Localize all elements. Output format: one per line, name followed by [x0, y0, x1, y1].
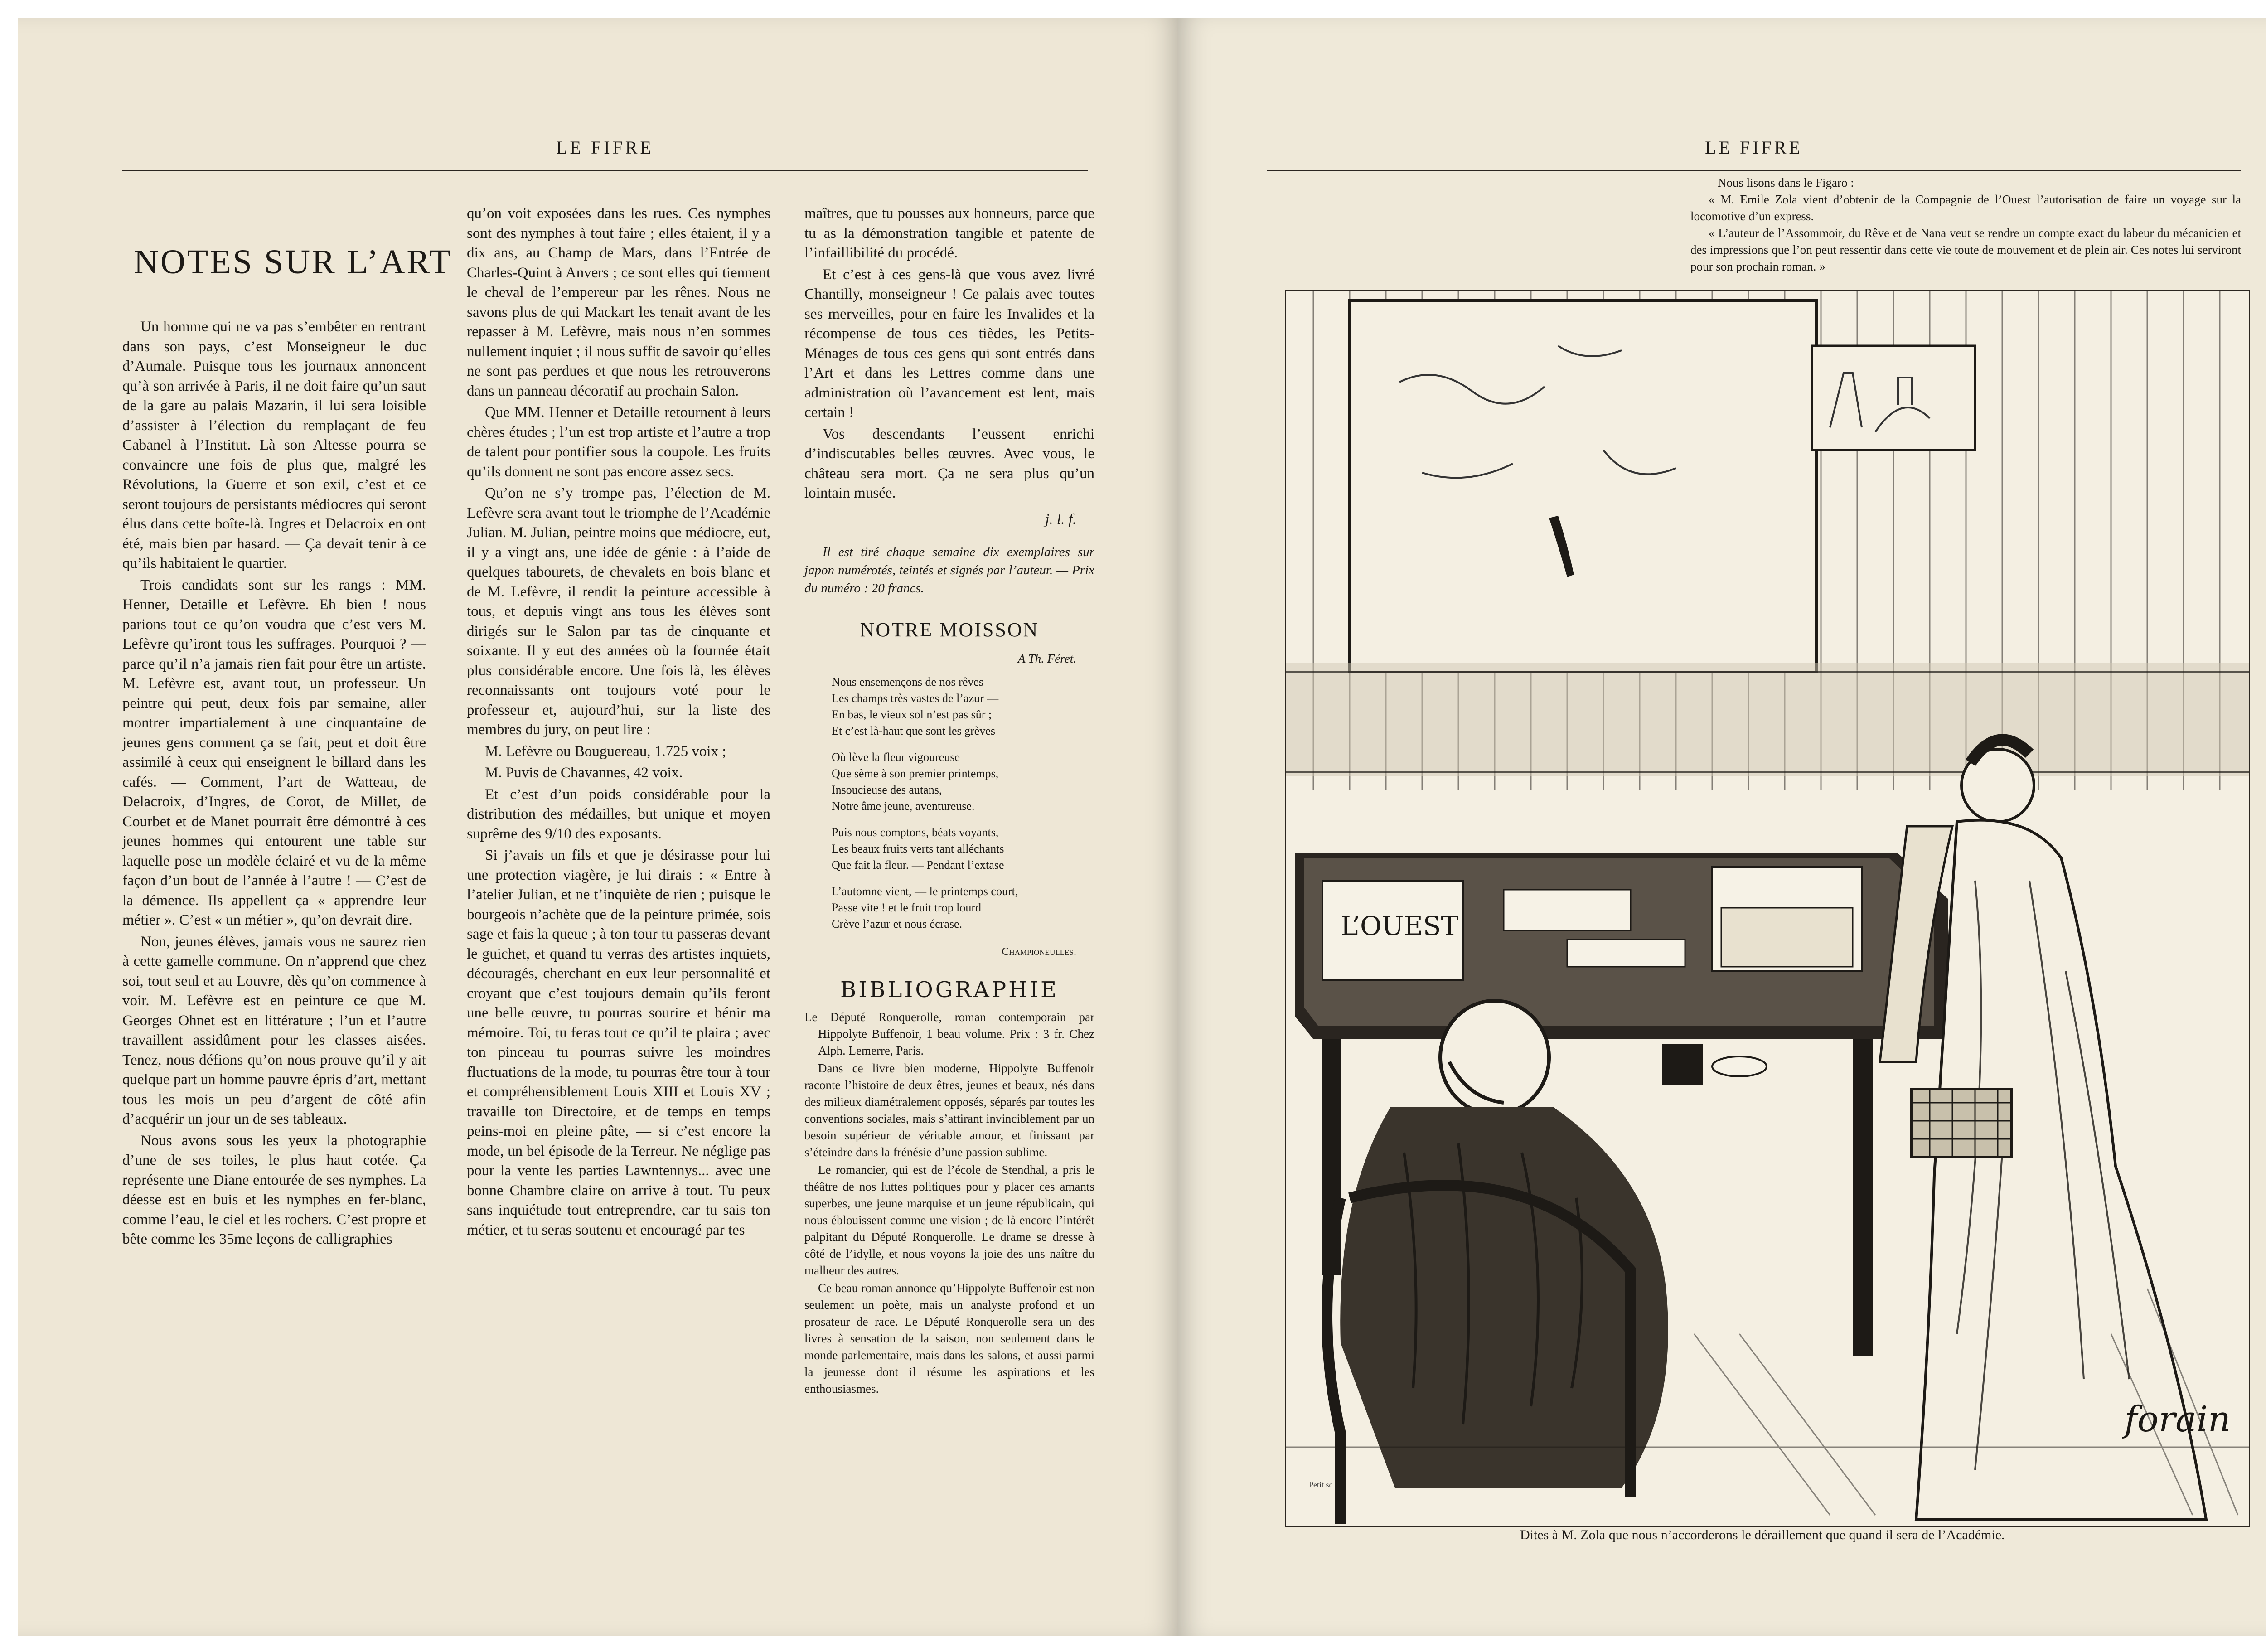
edition-notice: [804, 543, 1094, 597]
paragraph: Dans ce livre bien moderne, Hippolyte Buffenoir raconte l’histoire de deux êtres, jeunes et beaux, nés dans des milieux diamétralement opposés, séparés par toutes les conventions sociales, mais s’attirant invinciblement par un besoin supérieur de véritable amour, et finissant par s’éteindre dans la frénésie d’une passion sublime.: [804, 1061, 1094, 1159]
paragraph: Et c’est d’un poids considérable pour la distribution des médailles, but unique et moyen suprême des 9/10 des exposants.: [467, 786, 770, 842]
engraver-mark: Petit.sc: [1309, 1480, 1333, 1489]
verse: Où lève la fleur vigoureuse: [832, 751, 960, 764]
verse: Notre âme jeune, aventureuse.: [832, 799, 975, 813]
poem-dedication: A Th. Féret.: [1018, 651, 1076, 665]
verse: Insoucieuse des autans,: [832, 783, 942, 796]
book-reference: Le Député Ronquerolle, roman contemporain par Hippolyte Buffenoir, 1 beau volume. Prix : 3 fr. Chez Alph. Lemerre, Paris.: [804, 1010, 1094, 1057]
column-1: [122, 317, 426, 1251]
paragraph: Le romancier, qui est de l’école de Stendhal, a pris le théâtre de nos luttes politiques pour y placer ces amants superbes, une jeune marquise et un jeune républicain, qui nous éblouissent comme une vision ; de là encore l’intérêt palpitant du Député Ronquerolle. Le drame se dresse à côté de l’idylle, et nous voyons la joie des uns naître du malheur des autres.: [804, 1163, 1094, 1277]
newspaper-label: L’OUEST: [1341, 911, 1459, 941]
paragraph: Si j’avais un fils et que je désirasse pour lui une protection viagère, je lui dirais : « Entre à l’atelier Julian, et ne t’inquiète de rien ; puisque le bourgeois n’achète que de la peinture primée, sois sage et fais la queue ; à ton tour tu passeras devant le guichet, et quand tu verras des artistes inquiets, découragés, cherchant en eux leur personnalité et croyant que c’est toujours demain qu’ils feront une belle œuvre, tu pourras sourire et bénir ma mémoire. Toi, tu feras tout ce qu’il te plaira ; avec ton pinceau tu pourras suivre les moindres fluctuations de la mode, tu pourras être tour à tour et compréhensiblement Louis XIII et Louis XV ; travaille ton Directoire, et de temps en temps peins-moi en pleine pâte, — si c’est encore la mode, un bel épisode de la Terreur. Ne néglige pas pour la vente les parties Lawntennys... avec une bonne Chambre claire on arrive à tout. Tu peux sans inquiétude tout entreprendre, car tu sais ton métier, et tu seras soutenu et encouragé par tes: [467, 847, 770, 1238]
verse: Les beaux fruits verts tant alléchants: [832, 842, 1004, 855]
poem-title: NOTRE MOISSON: [860, 619, 1039, 641]
column-3: [804, 204, 1094, 1398]
stanza: [832, 824, 1094, 873]
quote-paragraph: « L’auteur de l’Assommoir, du Rêve et de Nana veut se rendre un compte exact du labeur du mécanicien et des impressions que l’on peut ressentir dans cette vie toute de mouvement et de plein air. Ces notes lui serviront pour son prochain roman. »: [1690, 226, 2241, 273]
figaro-quote: [1690, 174, 2241, 275]
header-rule: [1267, 170, 2241, 171]
quote-intro: Nous lisons dans le Figaro :: [1718, 176, 1854, 189]
verse: Crève l’azur et nous écrase.: [832, 917, 963, 930]
stanza: [832, 883, 1094, 932]
header-rule: [122, 170, 1088, 171]
running-head: LE FIFRE: [556, 137, 654, 158]
paragraph: Que MM. Henner et Detaille retournent à leurs chères études ; l’un est trop artiste et l’autre a trop de talent pour pontifier sous la coupole. Les fruits qu’ils donnent ne sont pas encore assez secs.: [467, 404, 770, 480]
paragraph: Trois candidats sont sur les rangs : MM. Henner, Detaille et Lefèvre. Eh bien ! nous parions tout ce qu’on voudra que c’est vers M. Lefèvre qu’iront tous les suffrages. Pourquoi ? — parce qu’il n’a jamais rien fait pour être un artiste. M. Lefèvre est, avant tout, un professeur. Un peintre qui peut, deux fois par semaine, aller montrer impartialement à une cinquantaine de jeunes gens comment ça se fait, peut et doit être assimilé à ceux qui enseignent le billard dans les cafés. — Comment, l’art de Watteau, de Delacroix, d’Ingres, de Corot, de Millet, de Courbet et de Manet pourrait être démontré à ces jeunes hommes qui entourent une table sur laquelle pose un modèle éclairé et vu de la même façon d’un bout de l’année à l’autre ! — C’est de la démence. Ils appellent ça « apprendre leur métier ». C’est « un métier », qu’on devrait dire.: [122, 577, 426, 928]
paragraph: Nous avons sous les yeux la photographie d’une de ses toiles, le plus haut cotée. Ça représente une Diane entourée de ses nymphes. La déesse est en buis et les nymphes en fer-blanc, comme l’eau, le ciel et les rochers. C’est propre et bête comme les 35me leçons de calligraphies: [122, 1132, 426, 1247]
paragraph: Qu’on ne s’y trompe pas, l’élection de M. Lefèvre sera avant tout le triomphe de l’Académie Julian. M. Julian, peintre moins que médiocre, eut, il y a vingt ans, une idée de génie : à l’aide de quelques tabourets, de chevalets en bois blanc et de M. Lefèvre, il rendit la peinture accessible à tous, et depuis vingt ans tous les élèves sont dirigés sur le Salon par tas de cinquante et soixante. Il y eut des années où la fournée était plus considérable encore. Une fois là, les élèves reconnaissants ont toujours voté pour le professeur et, aujourd’hui, sur la liste des membres du jury, on peut lire :: [467, 485, 770, 738]
vote-line: M. Puvis de Chavannes, 42 voix.: [485, 765, 683, 781]
paragraph: Vos descendants l’eussent enrichi d’indiscutables belles œuvres. Avec vous, le château sera mort. Ça ne sera plus qu’un lointain musée.: [804, 426, 1094, 501]
magazine-spread: [18, 18, 2266, 1636]
verse: Nous ensemençons de nos rêves: [832, 675, 984, 688]
verse: Que fait la fleur. — Pendant l’extase: [832, 858, 1004, 872]
vote-line: M. Lefèvre ou Bouguereau, 1.725 voix ;: [485, 743, 726, 760]
stanza: [832, 749, 1094, 814]
author-initials: j. l. f.: [1045, 511, 1076, 528]
paragraph: Et c’est à ces gens-là que vous avez livré Chantilly, monseigneur ! Ce palais avec toutes ses merveilles, pour en faire les Invalides et la récompense de tous ces tièdes, les Petits-Ménages de tous ces gens qui sont entrés dans l’Art et dans les Lettres comme dans une administration où l’avancement est lent, mais certain !: [804, 266, 1094, 421]
article-title: NOTES SUR L’ART: [134, 243, 452, 281]
paragraph: Ce beau roman annonce qu’Hippolyte Buffenoir est non seulement un poète, mais un analyste profond et un prosateur de race. Le Député Ronquerolle sera un des livres à sensation de la saison, non seulement dans le monde parlementaire, mais dans les salons, et aussi parmi la jeunesse dont il résume les aspirations et les enthousiasmes.: [804, 1281, 1094, 1395]
cartoon-illustration: [1285, 290, 2250, 1527]
verse: Et c’est là-haut que sont les grèves: [832, 724, 995, 737]
verse: L’automne vient, — le printemps court,: [832, 885, 1018, 898]
verse: En bas, le vieux sol n’est pas sûr ;: [832, 708, 992, 721]
paragraph: Un homme qui ne va pas s’embêter en rentrant dans son pays, c’est Monseigneur le duc d’Aumale. Puisque tous les journaux annoncent qu’à son arrivée à Paris, il ne doit faire qu’un saut de la gare au palais Mazarin, il lui sera loisible d’assister à l’élection du remplaçant de feu Cabanel à l’Institut. Là son Altesse pourra se convaincre une fois de plus que, malgré les Révolutions, la Guerre et son exil, c’est et ce seront toujours de persistants médiocres qui seront élus dans cette boîte-là. Ingres et Delacroix en ont été, mais bien par hasard. — Ça devait tenir à ce qu’ils habitaient le quartier.: [122, 319, 426, 572]
right-page: [1178, 18, 2266, 1636]
verse: Les champs très vastes de l’azur —: [832, 692, 999, 705]
running-head: LE FIFRE: [1705, 137, 1803, 158]
poem-author: Championeulles.: [1002, 946, 1076, 958]
verse: Passe vite ! et le fruit trop lourd: [832, 901, 981, 914]
bibliography: [804, 1009, 1094, 1397]
bibliography-title: BIBLIOGRAPHIE: [840, 977, 1059, 1003]
paragraph: qu’on voit exposées dans les rues. Ces nymphes sont des nymphes à tout faire ; elles étaient, il y a dix ans, au Champ de Mars, dans l’Entrée de Charles-Quint à Anvers ; ce sont elles qui tiennent le cheval de l’empereur par les rênes. Nous ne savons plus de qui Mackart les tenait avant de les repasser à M. Lefèvre, mais nous n’en sommes nullement inquiet ; il nous suffit de savoir qu’elles ne sont pas perdues et que nous les retrouverons dans un panneau décoratif au prochain Salon.: [467, 205, 770, 399]
verse: Puis nous comptons, béats voyants,: [832, 826, 999, 839]
quote-paragraph: « M. Emile Zola vient d’obtenir de la Compagnie de l’Ouest l’autorisation de faire un voyage sur la locomotive d’un express.: [1690, 193, 2241, 223]
cartoon-drawing: [1286, 291, 2250, 1527]
stanza: [832, 674, 1094, 739]
artist-signature: forain: [2124, 1399, 2231, 1440]
verse: Que sème à son premier printemps,: [832, 767, 999, 780]
paragraph: Non, jeunes élèves, jamais vous ne saurez rien à cette gamelle commune. On n’apprend que chez soi, tout seul et au Louvre, dès qu’on commence à voir. M. Lefèvre est en peinture ce que M. Georges Ohnet est en littérature ; l’un et l’autre travaillent assidûment pour les classes aisées. Tenez, nous défions qu’on nous prouve qu’il y ait quelque part un homme pauvre épris d’art, mettant tous les mois un peu d’argent de côté afin d’acquérir un jour un de ses tableaux.: [122, 933, 426, 1127]
paragraph: maîtres, que tu pousses aux honneurs, parce que tu as la démonstration tangible et patente de l’infaillibilité du procédé.: [804, 205, 1094, 261]
left-page: [18, 18, 1178, 1636]
notice-text: Il est tiré chaque semaine dix exemplaires sur japon numérotés, teintés et signés par l’auteur. — Prix du numéro : 20 francs.: [804, 545, 1094, 596]
column-2: [467, 204, 770, 1242]
cartoon-caption: — Dites à M. Zola que nous n’accorderons le déraillement que quand il sera de l’Académie.: [1503, 1527, 2005, 1542]
